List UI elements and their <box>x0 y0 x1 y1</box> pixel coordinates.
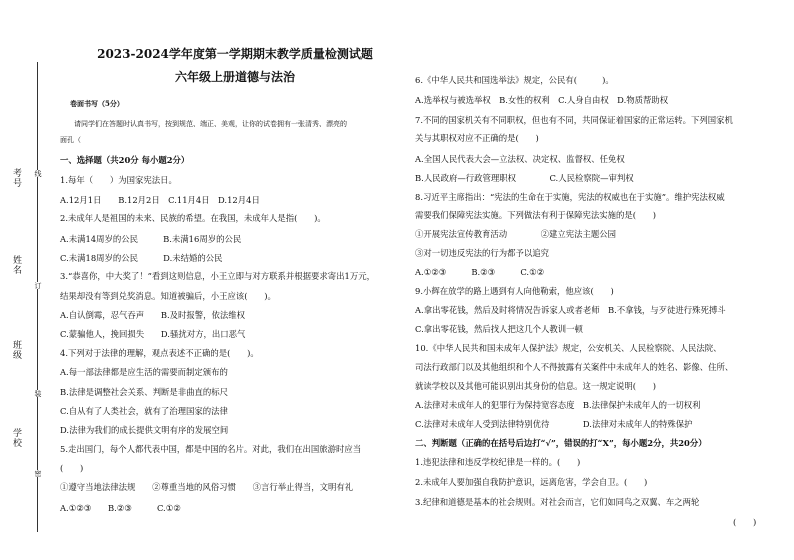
answer-option: ①遵守当地法律法规 ②尊重当地的风俗习惯 ③言行举止得当，文明有礼 <box>60 482 354 492</box>
answer-option: A.选举权与被选举权 B.女性的权利 C.人身自由权 D.物质帮助权 <box>415 95 669 105</box>
binding-mark: 装 <box>34 390 42 397</box>
question-text: 5.走出国门，每个人都代表中国，都是中国的名片。对此，我们在出国旅游时应当 <box>60 444 362 454</box>
answer-option: A.每一部法律都是应生活的需要而制定颁布的 <box>60 367 228 377</box>
class-label: 班级 <box>11 340 21 360</box>
answer-option: B.法律是调整社会关系、判断是非曲直的标尺 <box>60 387 228 397</box>
question-text: 6.《中华人民共和国选举法》规定，公民有( )。 <box>415 75 614 85</box>
question-text: 司法行政部门以及其他组织和个人不得披露有关案件中未成年人的姓名、影像、住所、 <box>415 362 734 372</box>
exam-subtitle: 六年级上册道德与法治 <box>174 70 295 84</box>
answer-option: D.法律为我们的成长提供文明有序的发展空间 <box>60 425 229 435</box>
answer-option: C.蒙骗他人，挽回损失 D.骚扰对方，出口恶气 <box>60 329 246 339</box>
exam-title: 2023-2024学年度第一学期期末教学质量检测试题 <box>97 47 373 61</box>
question-text: 10.《中华人民共和国未成年人保护法》规定，公安机关、人民检察院、人民法院、 <box>415 343 722 353</box>
question-text: ( ) <box>60 463 84 473</box>
question-text: 2.未成年人要加强自我防护意识，远离危害，学会自卫。( ) <box>415 477 648 487</box>
question-text: 关与其职权对应不正确的是( ) <box>415 133 539 143</box>
question-text: 7.不同的国家机关有不同职权，但也有不同，共同保证着国家的正常运转。下列国家机 <box>415 115 733 125</box>
section-heading: 二、判断题（正确的在括号后边打“√”，错误的打“X”，每小题2分，共20分） <box>415 438 707 448</box>
name-label: 姓名 <box>11 255 21 275</box>
answer-option: C.未满18周岁的公民 D.未结婚的公民 <box>60 253 223 263</box>
answer-option: A.拿出零花钱，然后及时将情况告诉家人或者老师 B.不拿钱，与歹徒进行殊死搏斗 <box>415 305 726 315</box>
question-text: 3.“恭喜你，中大奖了！”看到这则信息，小王立即与对方联系并根据要求寄出1万元， <box>60 271 376 281</box>
binding-margin <box>0 0 48 560</box>
answer-option: C.拿出零花钱，然后找人把这几个人教训一顿 <box>415 324 583 334</box>
answer-option: B.人民政府—行政管理职权 C.人民检察院—审判权 <box>415 173 634 183</box>
school-label: 学校 <box>11 428 21 448</box>
answer-blank: ( ) <box>733 517 757 527</box>
answer-option: A.全国人民代表大会—立法权、决定权、监督权、任免权 <box>415 154 625 164</box>
binding-mark: 密 <box>34 470 42 477</box>
answer-option: ③对一切违反宪法的行为都予以追究 <box>415 248 549 258</box>
question-text: 结果却没有等到兑奖消息。知道被骗后，小王应该( )。 <box>60 291 276 301</box>
question-text: 3.纪律和道德是基本的社会规则。对社会而言，它们如同鸟之双翼、车之两轮 <box>415 497 700 507</box>
answer-option: A.自认倒霉，忍气吞声 B.及时报警，依法维权 <box>60 310 246 320</box>
question-text: 8.习近平主席指出：“宪法的生命在于实施，宪法的权威也在于实施”。维护宪法权威 <box>415 192 725 202</box>
binding-line <box>37 62 38 532</box>
answer-option: A.①②③ B.②③ C.①② <box>60 503 181 513</box>
handwriting-score-label: 卷面书写（5分） <box>70 99 124 108</box>
handwriting-instruction-cont: 面孔（ <box>60 136 81 144</box>
question-text: 4.下列对于法律的理解，观点表述不正确的是( )。 <box>60 348 259 358</box>
binding-mark: 订 <box>34 282 42 289</box>
handwriting-instruction: 请同学们在答题时认真书写，按到规范、端正、美观，让你的试卷拥有一张清秀、漂亮的 <box>74 120 347 128</box>
question-text: 2.未成年人是祖国的未来、民族的希望。在我国，未成年人是指( )。 <box>60 213 326 223</box>
exam-number-label: 考号 <box>11 168 21 188</box>
answer-option: ①开展宪法宣传教育活动 ②建立宪法主题公园 <box>415 229 616 239</box>
section-heading: 一、选择题（共20分 每小题2分） <box>60 155 190 165</box>
question-text: 1.违犯法律和违反学校纪律是一样的。( ) <box>415 457 581 467</box>
question-text: 就读学校以及其他可能识别出其身份的信息。这一规定说明( ) <box>415 381 657 391</box>
answer-option: C.自从有了人类社会，就有了治理国家的法律 <box>60 406 228 416</box>
answer-option: A.未满14周岁的公民 B.未满16周岁的公民 <box>60 234 242 244</box>
answer-option: A.法律对未成年人的犯罪行为保持宽容态度 B.法律保护未成年人的一切权利 <box>415 400 701 410</box>
question-text: 9.小辉在放学的路上遇到有人向他勒索，他应该( ) <box>415 286 614 296</box>
answer-option: A.12月1日 B.12月2日 C.11月4日 D.12月4日 <box>60 195 260 205</box>
question-text: 1.每年（ ）为国家宪法日。 <box>60 175 177 185</box>
question-text: 需要我们保障宪法实施。下列做法有利于保障宪法实施的是( ) <box>415 210 657 220</box>
binding-mark: 线 <box>34 170 42 177</box>
answer-option: C.法律对未成年人受到法律特别优待 D.法律对未成年人的特殊保护 <box>415 419 693 429</box>
answer-option: A.①②③ B.②③ C.①② <box>415 267 545 277</box>
